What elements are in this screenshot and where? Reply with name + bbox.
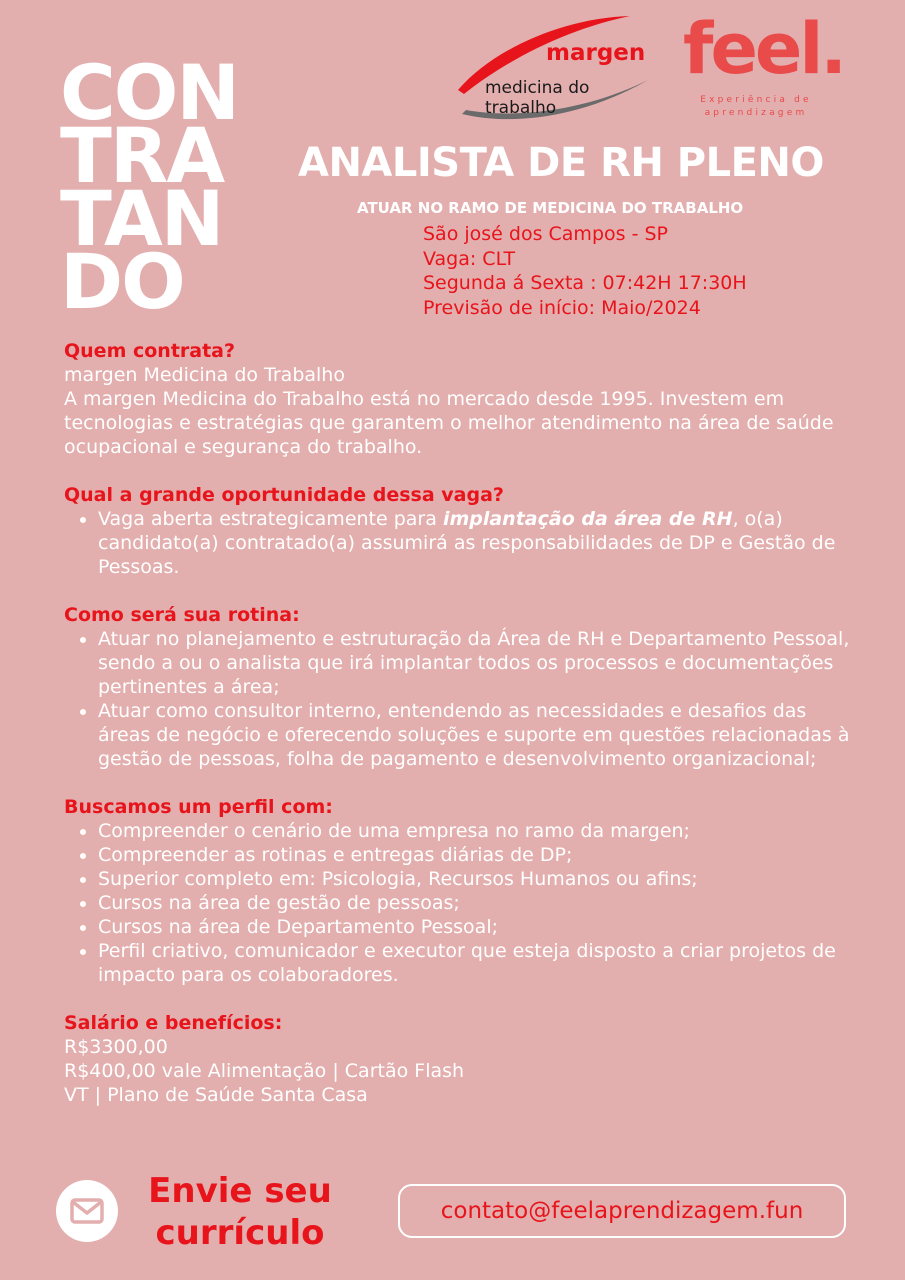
feel-logo-tagline: Experiência de aprendizagem [700, 95, 812, 118]
hero-line: DO [60, 237, 184, 326]
margen-logo-name: margen [546, 40, 646, 66]
routine-list [64, 627, 864, 771]
job-description [64, 339, 864, 1131]
section-heading: Quem contrata? [64, 340, 236, 362]
envelope-icon [56, 1180, 118, 1242]
job-contract-type: Vaga: CLT [423, 247, 516, 270]
opportunity-list [64, 507, 864, 579]
job-subtitle: ATUAR NO RAMO DE MEDICINA DO TRABALHO [357, 199, 744, 217]
job-location: São josé dos Campos - SP [423, 223, 668, 245]
job-title: ANALISTA DE RH PLENO [298, 140, 824, 186]
feel-logo-name: feel. [683, 8, 844, 90]
feel-logo [683, 8, 844, 124]
salary-amount: R$3300,00 [64, 1036, 168, 1058]
section-heading: Como será sua rotina: [64, 604, 300, 626]
section-profile [64, 795, 864, 987]
job-start-date: Previsão de início: Maio/2024 [423, 296, 701, 319]
section-routine [64, 603, 864, 771]
hero-word [60, 48, 250, 326]
list-item: • Cursos na área de gestão de pessoas; [98, 891, 864, 915]
list-item: • Vaga aberta estrategicamente para implantação da área de RH, o(a) candidato(a) contratado(a) assumirá as responsabilidades de DP e Gestão de Pessoas. [98, 507, 864, 579]
list-item: • Superior completo em: Psicologia, Recursos Humanos ou afins; [98, 867, 864, 891]
company-description: A margen Medicina do Trabalho está no mercado desde 1995. Investem em tecnologias e estratégias que garantem o melhor atendimento na área de saúde ocupacional e segurança do trabalho. [64, 388, 834, 458]
hero-line: CON [60, 48, 238, 137]
emphasis-text: implantação da área de RH [442, 508, 733, 530]
job-schedule: Segunda á Sexta : 07:42H 17:30H [423, 272, 747, 294]
section-heading: Salário e benefícios: [64, 1012, 283, 1034]
list-item: • Compreender o cenário de uma empresa no ramo da margen; [98, 819, 864, 843]
benefit-line: VT | Plano de Saúde Santa Casa [64, 1084, 368, 1106]
profile-list [64, 819, 864, 987]
section-opportunity [64, 483, 864, 579]
cta-text [140, 1170, 340, 1254]
margen-logo [452, 10, 652, 128]
job-details [423, 222, 863, 320]
section-salary [64, 1011, 864, 1107]
section-heading: Buscamos um perfil com: [64, 796, 333, 818]
list-item: • Compreender as rotinas e entregas diárias de DP; [98, 843, 864, 867]
benefit-line: R$400,00 vale Alimentação | Cartão Flash [64, 1060, 465, 1082]
company-name: margen Medicina do Trabalho [64, 364, 345, 386]
section-who [64, 339, 864, 459]
contact-email[interactable]: contato@feelaprendizagem.fun [398, 1184, 846, 1238]
list-item: • Perfil criativo, comunicador e executor que esteja disposto a criar projetos de impacto para os colaboradores. [98, 939, 864, 987]
cta-line: currículo [155, 1213, 325, 1253]
section-heading: Qual a grande oportunidade dessa vaga? [64, 484, 504, 506]
hero-line: TRA [60, 111, 224, 200]
list-item: • Cursos na área de Departamento Pessoal; [98, 915, 864, 939]
hero-line: TAN [60, 174, 223, 263]
list-item: • Atuar como consultor interno, entendendo as necessidades e desafios das áreas de negócio e oferecendo soluções e suporte em questões relacionadas à gestão de pessoas, folha de pagamento e desenvolvimento organizacional; [98, 699, 864, 771]
list-item: • Atuar no planejamento e estruturação da Área de RH e Departamento Pessoal, sendo a ou o analista que irá implantar todos os processos e documentações pertinentes a área; [98, 627, 864, 699]
margen-logo-tagline: medicina do trabalho [485, 78, 590, 118]
cta-line: Envie seu [148, 1171, 332, 1211]
